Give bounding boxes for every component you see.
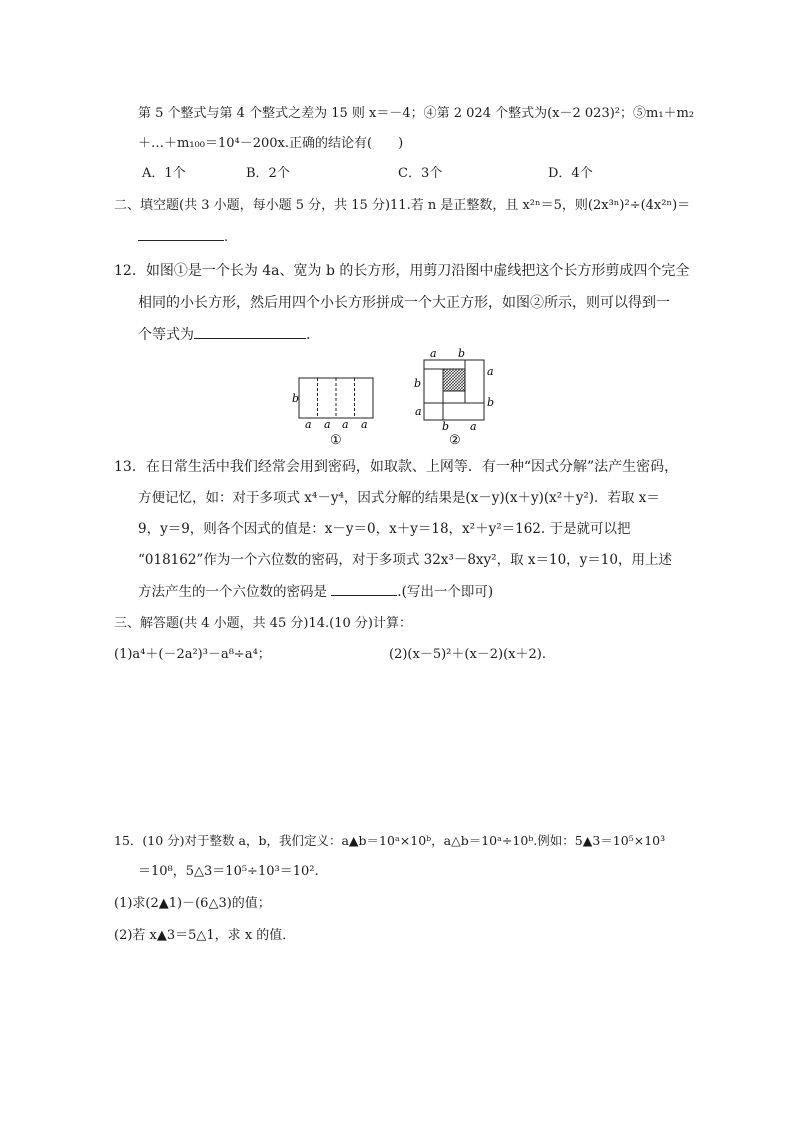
q10-line1: 第 5 个整式与第 4 个整式之差为 15 则 x＝－4；④第 2 024 个整式为(x－2 023)²；⑤m₁＋m₂ xyxy=(138,106,695,121)
q11-end: . xyxy=(224,230,229,245)
fig1-bottom-label: a xyxy=(305,418,312,431)
fig2-left-label: a xyxy=(415,405,422,418)
q14-part1: (1)a⁴＋(－2a²)³－a⁸÷a⁴； xyxy=(114,647,271,662)
fig2-left-label: b xyxy=(414,377,422,390)
q10-line2: ＋…＋m₁₀₀＝10⁴－200x.正确的结论有( ) xyxy=(138,136,404,151)
fig2-top-label: a xyxy=(430,347,437,360)
section3-header: 三、解答题(共 4 小题，共 45 分)14.(10 分)计算： xyxy=(114,616,412,631)
q14-part2: (2)(x－5)²＋(x－2)(x＋2). xyxy=(389,647,546,662)
q12-line3-end: . xyxy=(306,327,311,343)
fig1-side-label: b xyxy=(292,392,300,405)
fig2-right-label: a xyxy=(487,365,494,378)
figure-1 xyxy=(286,370,386,448)
q11-answer-blank[interactable] xyxy=(138,226,224,241)
q15-sub2: (2)若 x▲3＝5△1，求 x 的值． xyxy=(114,928,296,943)
fig1-bottom-label: a xyxy=(361,418,368,431)
q13-line2: 方便记忆，如：对于多项式 x⁴－y⁴，因式分解的结果是(x－y)(x＋y)(x²＋y²)．若取 x＝ xyxy=(138,490,660,506)
q13-line4: “018162”作为一个六位数的密码，对于多项式 32x³－8xy²，取 x＝10，y＝10，用上述 xyxy=(138,552,672,568)
q12-line3-text: 个等式为 xyxy=(138,327,194,343)
q13-line5 xyxy=(138,581,493,602)
q13-line5-end: .(写出一个即可) xyxy=(397,584,494,600)
figure-2 xyxy=(408,346,498,446)
q11-answer-line xyxy=(138,226,228,248)
fig1-caption: ① xyxy=(330,433,342,448)
fig1-bottom-label: a xyxy=(324,418,331,431)
q13-answer-blank[interactable] xyxy=(331,581,397,596)
q10-option-b: B．2个 xyxy=(246,166,290,181)
fig2-caption: ② xyxy=(449,433,461,446)
q13-line3: 9，y＝9，则各个因式的值是：x－y＝0，x＋y＝18，x²＋y²＝162. 于是就可以把 xyxy=(138,521,631,537)
q15-sub1: (1)求(2▲1)－(6△3)的值； xyxy=(114,896,271,911)
q15-line2: ＝10⁸，5△3＝10⁵÷10³＝10². xyxy=(138,864,319,879)
fig2-right-label: b xyxy=(487,396,495,409)
fig1-bottom-label: a xyxy=(342,418,349,431)
fig2-center-square xyxy=(443,369,465,391)
fig2-top-label: b xyxy=(458,347,466,360)
q12-line3 xyxy=(138,324,310,345)
q15-line1: 15．(10 分)对于整数 a，b，我们定义：a▲b＝10ᵃ×10ᵇ，a△b＝10ᵃ÷10ᵇ.例如：5▲3＝10⁵×10³ xyxy=(114,833,666,848)
q10-option-a: A．1个 xyxy=(142,166,186,181)
q13-line1: 13．在日常生活中我们经常会用到密码，如取款、上网等．有一种“因式分解”法产生密码， xyxy=(114,459,679,475)
q10-option-c: C．3个 xyxy=(398,166,443,181)
q12-line2: 相同的小长方形，然后用四个小长方形拼成一个大正方形，如图②所示，则可以得到一 xyxy=(138,295,670,311)
q12-answer-blank[interactable] xyxy=(194,324,306,339)
section2-header: 二、填空题(共 3 小题，每小题 5 分，共 15 分)11.若 n 是正整数，且 x²ⁿ＝5，则(2x³ⁿ)²÷(4x²ⁿ)＝ xyxy=(114,198,691,213)
fig2-bottom-label: b xyxy=(442,420,450,433)
fig2-bottom-label: a xyxy=(470,420,477,433)
q13-line5-text: 方法产生的一个六位数的密码是 xyxy=(138,584,327,600)
q12-line1: 12．如图①是一个长为 4a、宽为 b 的长方形，用剪刀沿图中虚线把这个长方形剪成四个完全 xyxy=(114,263,690,279)
q10-option-d: D．4个 xyxy=(548,166,593,181)
